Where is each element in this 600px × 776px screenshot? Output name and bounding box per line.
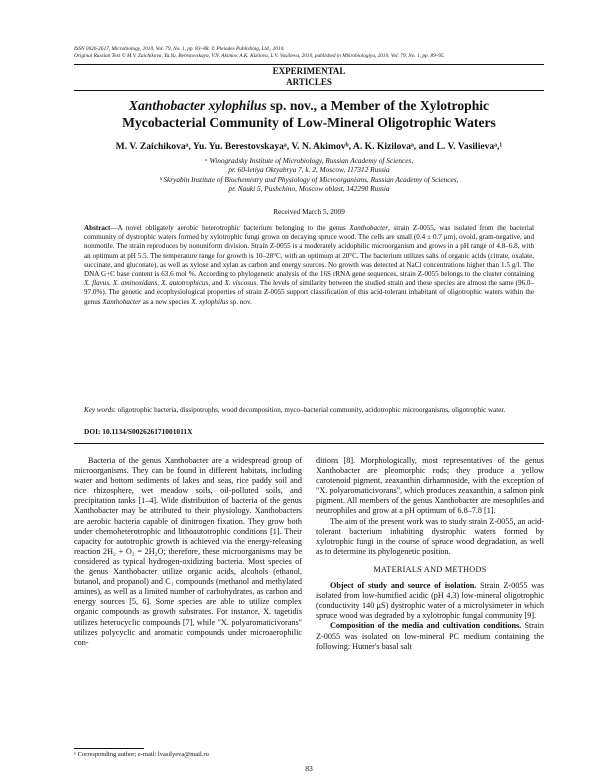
- article-title: [74, 97, 544, 131]
- affiliation-b-line-2: pr. Nauki 5, Pushchino, Moscow oblast, 142290 Russia: [228, 184, 390, 194]
- keywords-text: : oligotrophic bacteria, dissipotrophs, wood decomposition, myco–bacterial community, acidotrophic microorganisms, oligotrophic water.: [113, 406, 506, 414]
- authors-line: M. V. Zaichikovaᵃ, Yu. Yu. Berestovskayaᵃ, V. N. Akimovᵇ, A. K. Kizilovaᵃ, and L. V. Vasilievaᵃ,¹: [115, 141, 503, 152]
- keywords: [84, 406, 534, 415]
- header-line-2: Original Russian Text © M.V. Zaichikova, Yu.Yu. Berestovskaya, V.N. Akimov, A.K. Kizilova, L.V. Vasilieva, 2010, published in Mikrobiologiya, 2010, Vol. 79, No. 1, pp. 89–95.: [74, 53, 445, 59]
- footnote: ¹ Corresponding author; e-mail: lvasilyeva@mail.ru: [74, 751, 209, 758]
- abstract-text: sp. nov.: [228, 297, 252, 306]
- header-rule-top: [74, 64, 544, 65]
- section-line-2: ARTICLES: [286, 77, 332, 87]
- abstract-text: —A novel obligately aerobic heterotrophic bacterium belonging to the genus: [110, 224, 350, 232]
- abstract-genus: Xanthobacter: [102, 297, 141, 306]
- paragraph-text: Strain Z-0055 was isolated on low-mineral PC medium containing the following: Hutner's basal salt: [316, 621, 545, 651]
- abstract-text: , strain Z-0055, was isolated from the bacterial community of dystrophic waters formed by xylotrophic fungi grown on decaying spruce wood. The cells are small (0.4 ± 0.7 μm), ovoid, gram-negative, and nonmotile. The strain reproduces by nonuniform division. Strain Z-0055 is a moderately acidophilic microorganism and grows in a pH range of 4.8–6.8, with an optimum at pH 5.5. The temperature range for growth is 10–28°C, with an optimum at 20°C. The bacterium utilizes salts of organic acids (citrate, oxalate, succinate, and gluconate), as well as xylose and xylan as carbon and energy sources. No growth was detected at NaCl concentrations higher than 1.5 g/l. The DNA G+C base content is 63.6 mol %. According to phylogenetic analysis of the 16S rRNA gene sequences, strain Z-0055 belongs to the cluster containing: [84, 224, 535, 279]
- title-rest: sp. nov., a Member of the Xylotrophic: [266, 98, 490, 113]
- received-date: Received March 5, 2009: [273, 207, 345, 216]
- title-species: Xanthobacter xylophilus: [128, 98, 267, 113]
- abstract-text: and: [210, 279, 225, 288]
- keywords-label: Key words: [84, 406, 114, 414]
- affiliation-b-line-1: ᵇ Skryabin Institute of Biochemistry and Physiology of Microorganisms, Russian Academy of Sciences,: [159, 174, 459, 184]
- doi: DOI: 10.1134/S002626171001011X: [84, 427, 193, 436]
- header-rule-bottom: [74, 90, 544, 91]
- abstract-species: X. viscosus: [224, 279, 257, 288]
- title-line-2: Mycobacterial Community of Low-Mineral Oligotrophic Waters: [122, 115, 496, 130]
- affiliation-a-line-1: ᵃ Winogradsky Institute of Microbiology, Russian Academy of Sciences,: [204, 156, 414, 165]
- body-paragraph: [316, 621, 544, 651]
- run-in-heading: Composition of the media and cultivation conditions.: [330, 621, 522, 631]
- right-column: [316, 456, 544, 652]
- abstract: [84, 224, 534, 307]
- section-line-1: EXPERIMENTAL: [272, 66, 346, 76]
- journal-header: [74, 46, 544, 60]
- left-column: [74, 456, 302, 648]
- abstract-text: as a new species: [140, 297, 192, 306]
- paragraph-text: Strain Z-0055 was isolated from low-humified acidic (pH 4.3) low-mineral oligotrophic (conductivity 140 μS) dystrophic water of a microlysimeter in which spruce wood was degraded by a xylotrophic fungal community [9].: [316, 581, 544, 621]
- affiliations: [74, 156, 544, 194]
- body-paragraph: Bacteria of the genus Xanthobacter are a widespread group of microorganisms. They can be found in different habitats, including water and bottom sediments of lakes and seas, rice paddy soil and rice rhizosphere, wet meadow soils, oil-polluted soils, and precipitation tanks [1–4]. Wide distribution of bacteria of the genus Xanthobacter may be attributed to their physiology. Xanthobacters are aerobic bacteria capable of dinitrogen fixation. They grow both under chemoheterotrophic and lithoautotrophic conditions [1]. Their capacity for autotrophic growth is achieved via the energy-releasing reaction 2H₂ + O₂ = 2H₂O; therefore, these microorganisms may be considered as typical hydrogen-oxidizing bacteria. Most species of the genus Xanthobacter utilize organic acids, alcohols (ethanol, butanol, and propanol) and C₁ compounds (methanol and methylated amines), as well as a limited number of carbohydrates, as carbon and energy sources [5, 6]. Some species are able to utilize complex organic compounds as growth substrates. For instance, X. tagetidis utilizes heterocyclic compounds [7], while "X. polyaromaticivorans" utilizes polycyclic and aromatic compounds under microaerophilic con-: [74, 456, 302, 647]
- abstract-text: . The levels of similarity between the studied strain and these species are almost the same (96.0–97.0%). The genetic and ecophysiological properties of strain Z-0055 support classification of this acid-tolerant inhabitant of oligotrophic waters within the genus: [84, 279, 534, 306]
- section-heading: MATERIALS AND METHODS: [373, 564, 487, 574]
- section-label: [74, 66, 544, 88]
- header-line-1: ISSN 0026-2617, Microbiology, 2010, Vol. 79, No. 1, pp. 83–88. © Pleiades Publishing, Ltd., 2010.: [74, 46, 285, 52]
- abstract-species: X. xylophilus: [191, 297, 229, 306]
- affiliation-a-line-2: pr. 60-letiya Oktyabrya 7, k. 2, Moscow, 117312 Russia: [228, 165, 390, 175]
- page-number: 83: [305, 764, 313, 773]
- abstract-genus: Xanthobacter: [349, 224, 389, 232]
- abstract-species: X. flavus, X. aminoxidans, X. autotrophicus,: [84, 279, 211, 288]
- footnote-rule: [74, 748, 144, 749]
- body-paragraph: [316, 581, 544, 621]
- body-paragraph: The aim of the present work was to study strain Z-0055, an acid-tolerant bacterium inhabiting dystrophic waters formed by xylotrophic fungi in the course of spruce wood degradation, as well as to determine its phylogenetic position.: [316, 516, 544, 556]
- body-paragraph: ditions [8]. Morphologically, most representatives of the genus Xanthobacter are pleomorphic rods; they produce a yellow carotenoid pigment, zeaxanthin dirhamnoside, with the exception of "X. polyaromaticivorans", which produces zeaxanthin, a salmon pink pigment. All members of the genus Xanthobacter are mesophiles and neutrophiles and grow at a pH optimum of 6.8–7.8 [1].: [316, 456, 544, 516]
- abstract-label: Abstract: [84, 224, 111, 232]
- run-in-heading: Object of study and source of isolation.: [330, 581, 477, 591]
- abstract-rule: [74, 443, 544, 444]
